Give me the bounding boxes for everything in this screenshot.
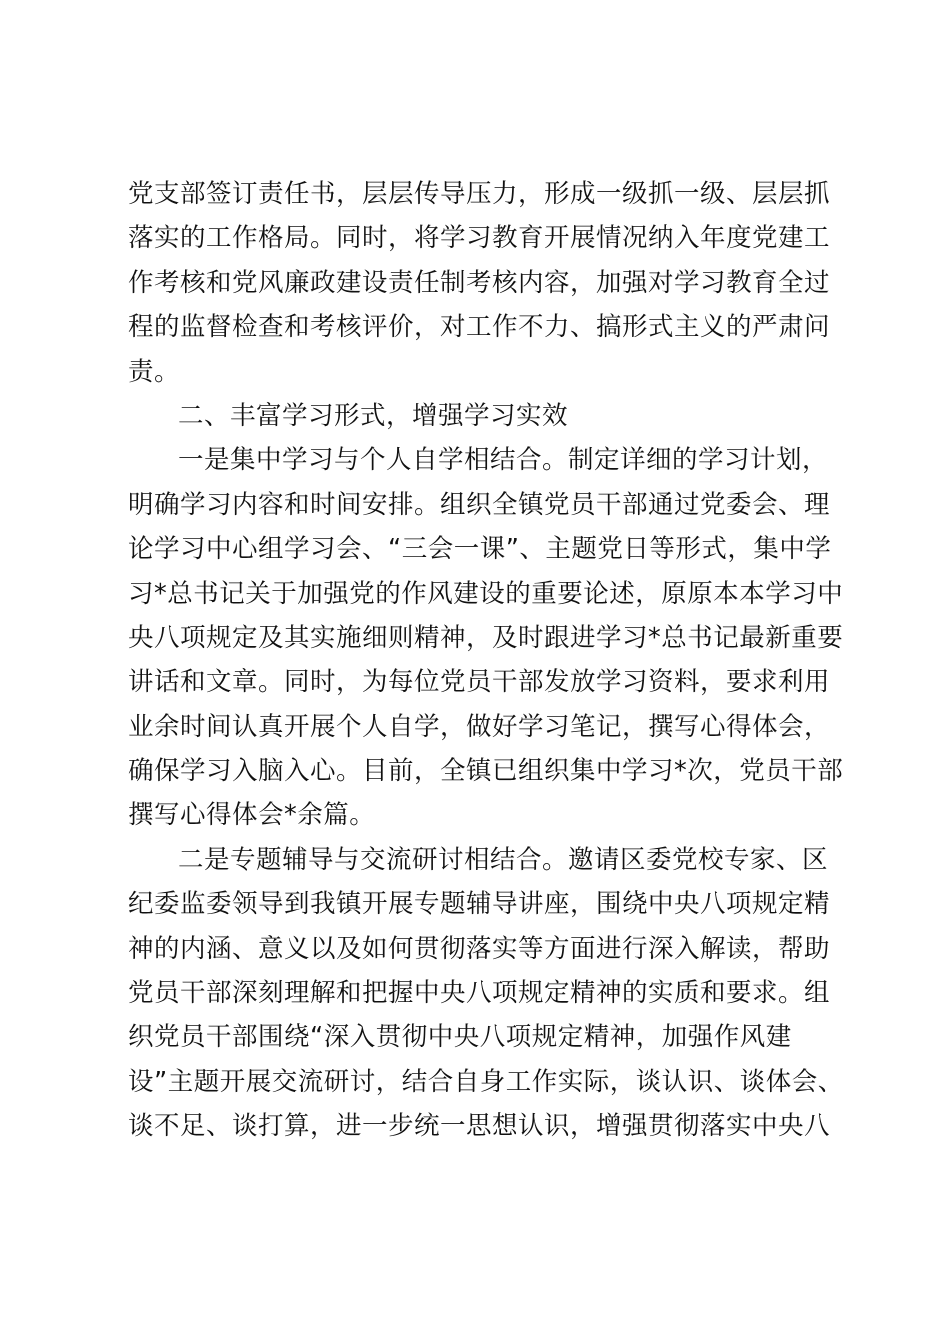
text-line: 责。 [128, 356, 181, 387]
text-line: 神的内涵、意义以及如何贯彻落实等方面进行深入解读，帮助 [128, 933, 831, 964]
text-line: 撰写心得体会*余篇。 [128, 800, 376, 831]
text-line: 程的监督检查和考核评价，对工作不力、搞形式主义的严肃问 [128, 312, 831, 343]
text-line: 纪委监委领导到我镇开展专题辅导讲座，围绕中央八项规定精 [128, 889, 831, 920]
text-line: 设”主题开展交流研讨，结合自身工作实际，谈认识、谈体会、 [128, 1066, 844, 1097]
text-line: 作考核和党风廉政建设责任制考核内容，加强对学习教育全过 [128, 267, 831, 298]
section-heading: 二、丰富学习形式，增强学习实效 [178, 400, 569, 431]
text-line: 明确学习内容和时间安排。组织全镇党员干部通过党委会、理 [128, 489, 831, 520]
text-line: 党员干部深刻理解和把握中央八项规定精神的实质和要求。组 [128, 978, 831, 1009]
text-line: 织党员干部围绕“深入贯彻中央八项规定精神，加强作风建 [128, 1022, 792, 1053]
text-line: 谈不足、谈打算，进一步统一思想认识，增强贯彻落实中央八 [128, 1111, 831, 1142]
text-line: 讲话和文章。同时，为每位党员干部发放学习资料，要求利用 [128, 667, 831, 698]
text-line: 论学习中心组学习会、“三会一课”、主题党日等形式，集中学 [128, 534, 832, 565]
text-line: 业余时间认真开展个人自学，做好学习笔记，撰写心得体会， [128, 711, 831, 742]
text-line: 二是专题辅导与交流研讨相结合。邀请区委党校专家、区 [178, 844, 829, 875]
text-line: 习*总书记关于加强党的作风建设的重要论述，原原本本学习中 [128, 578, 844, 609]
text-line: 党支部签订责任书，层层传导压力，形成一级抓一级、层层抓 [128, 179, 831, 209]
text-line: 落实的工作格局。同时，将学习教育开展情况纳入年度党建工 [128, 223, 831, 254]
text-line: 央八项规定及其实施细则精神，及时跟进学习*总书记最新重要 [128, 622, 844, 653]
document-body [128, 172, 844, 1149]
text-line: 一是集中学习与个人自学相结合。制定详细的学习计划， [178, 445, 829, 476]
text-line: 确保学习入脑入心。目前，全镇已组织集中学习*次，党员干部 [128, 756, 844, 787]
